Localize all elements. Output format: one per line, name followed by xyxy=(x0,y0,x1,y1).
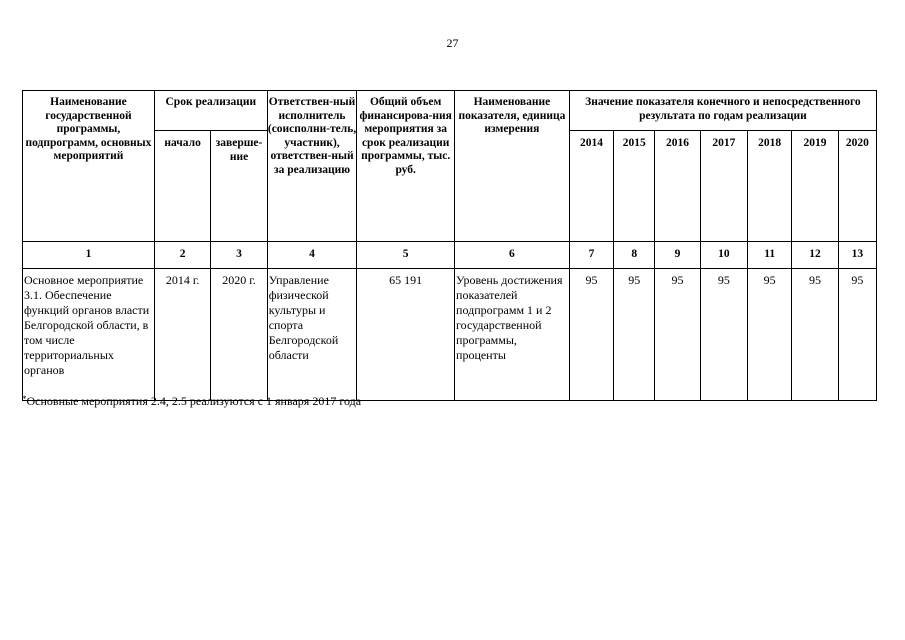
column-number: 7 xyxy=(569,242,613,269)
cell-indicator: Уровень достижения показателей подпрограмм 1 и 2 государственной программы, проценты xyxy=(455,269,570,401)
header-year: 2017 xyxy=(700,131,747,242)
cell-end: 2020 г. xyxy=(211,269,267,401)
header-year: 2018 xyxy=(748,131,792,242)
column-number: 13 xyxy=(838,242,876,269)
header-program-name: Наименование государственной программы, подпрограмм, основных мероприятий xyxy=(23,91,155,242)
table-row xyxy=(23,269,877,401)
column-number: 11 xyxy=(748,242,792,269)
column-number: 1 xyxy=(23,242,155,269)
cell-funding: 65 191 xyxy=(357,269,455,401)
footnote-mark: * xyxy=(22,394,27,404)
column-number: 6 xyxy=(455,242,570,269)
cell-value-2015: 95 xyxy=(614,269,655,401)
column-number: 9 xyxy=(655,242,700,269)
cell-program-name: Основное мероприятие 3.1. Обеспечение функций органов власти Белгородской области, в том числе территориальных органов xyxy=(23,269,155,401)
footnote xyxy=(22,394,361,409)
cell-responsible: Управление физической культуры и спорта Белгородской области xyxy=(267,269,357,401)
header-funding: Общий объем финансирова-ния мероприятия за срок реализации программы, тыс. руб. xyxy=(357,91,455,242)
column-number: 5 xyxy=(357,242,455,269)
column-number: 12 xyxy=(792,242,838,269)
header-term-start: начало xyxy=(154,131,210,242)
header-year: 2019 xyxy=(792,131,838,242)
header-year: 2015 xyxy=(614,131,655,242)
column-number: 8 xyxy=(614,242,655,269)
header-year: 2016 xyxy=(655,131,700,242)
header-indicator: Наименование показателя, единица измерения xyxy=(455,91,570,242)
program-table xyxy=(22,90,877,401)
footnote-text: Основные мероприятия 2.4, 2.5 реализуются с 1 января 2017 года xyxy=(26,394,362,408)
cell-value-2019: 95 xyxy=(792,269,838,401)
header-term-end: заверше-ние xyxy=(211,131,267,242)
header-responsible: Ответствен-ный исполнитель (соисполни-тель, участник), ответствен-ный за реализацию xyxy=(267,91,357,242)
column-number: 10 xyxy=(700,242,747,269)
column-number: 3 xyxy=(211,242,267,269)
header-term: Срок реализации xyxy=(154,91,267,131)
column-number: 4 xyxy=(267,242,357,269)
header-year: 2014 xyxy=(569,131,613,242)
cell-value-2014: 95 xyxy=(569,269,613,401)
page-number: 27 xyxy=(446,36,459,50)
cell-value-2018: 95 xyxy=(748,269,792,401)
column-number-row xyxy=(23,242,877,269)
cell-value-2016: 95 xyxy=(655,269,700,401)
header-year: 2020 xyxy=(838,131,876,242)
cell-value-2017: 95 xyxy=(700,269,747,401)
cell-start: 2014 г. xyxy=(154,269,210,401)
cell-value-2020: 95 xyxy=(838,269,876,401)
column-number: 2 xyxy=(154,242,210,269)
header-values: Значение показателя конечного и непосредственного результата по годам реализации xyxy=(569,91,876,131)
